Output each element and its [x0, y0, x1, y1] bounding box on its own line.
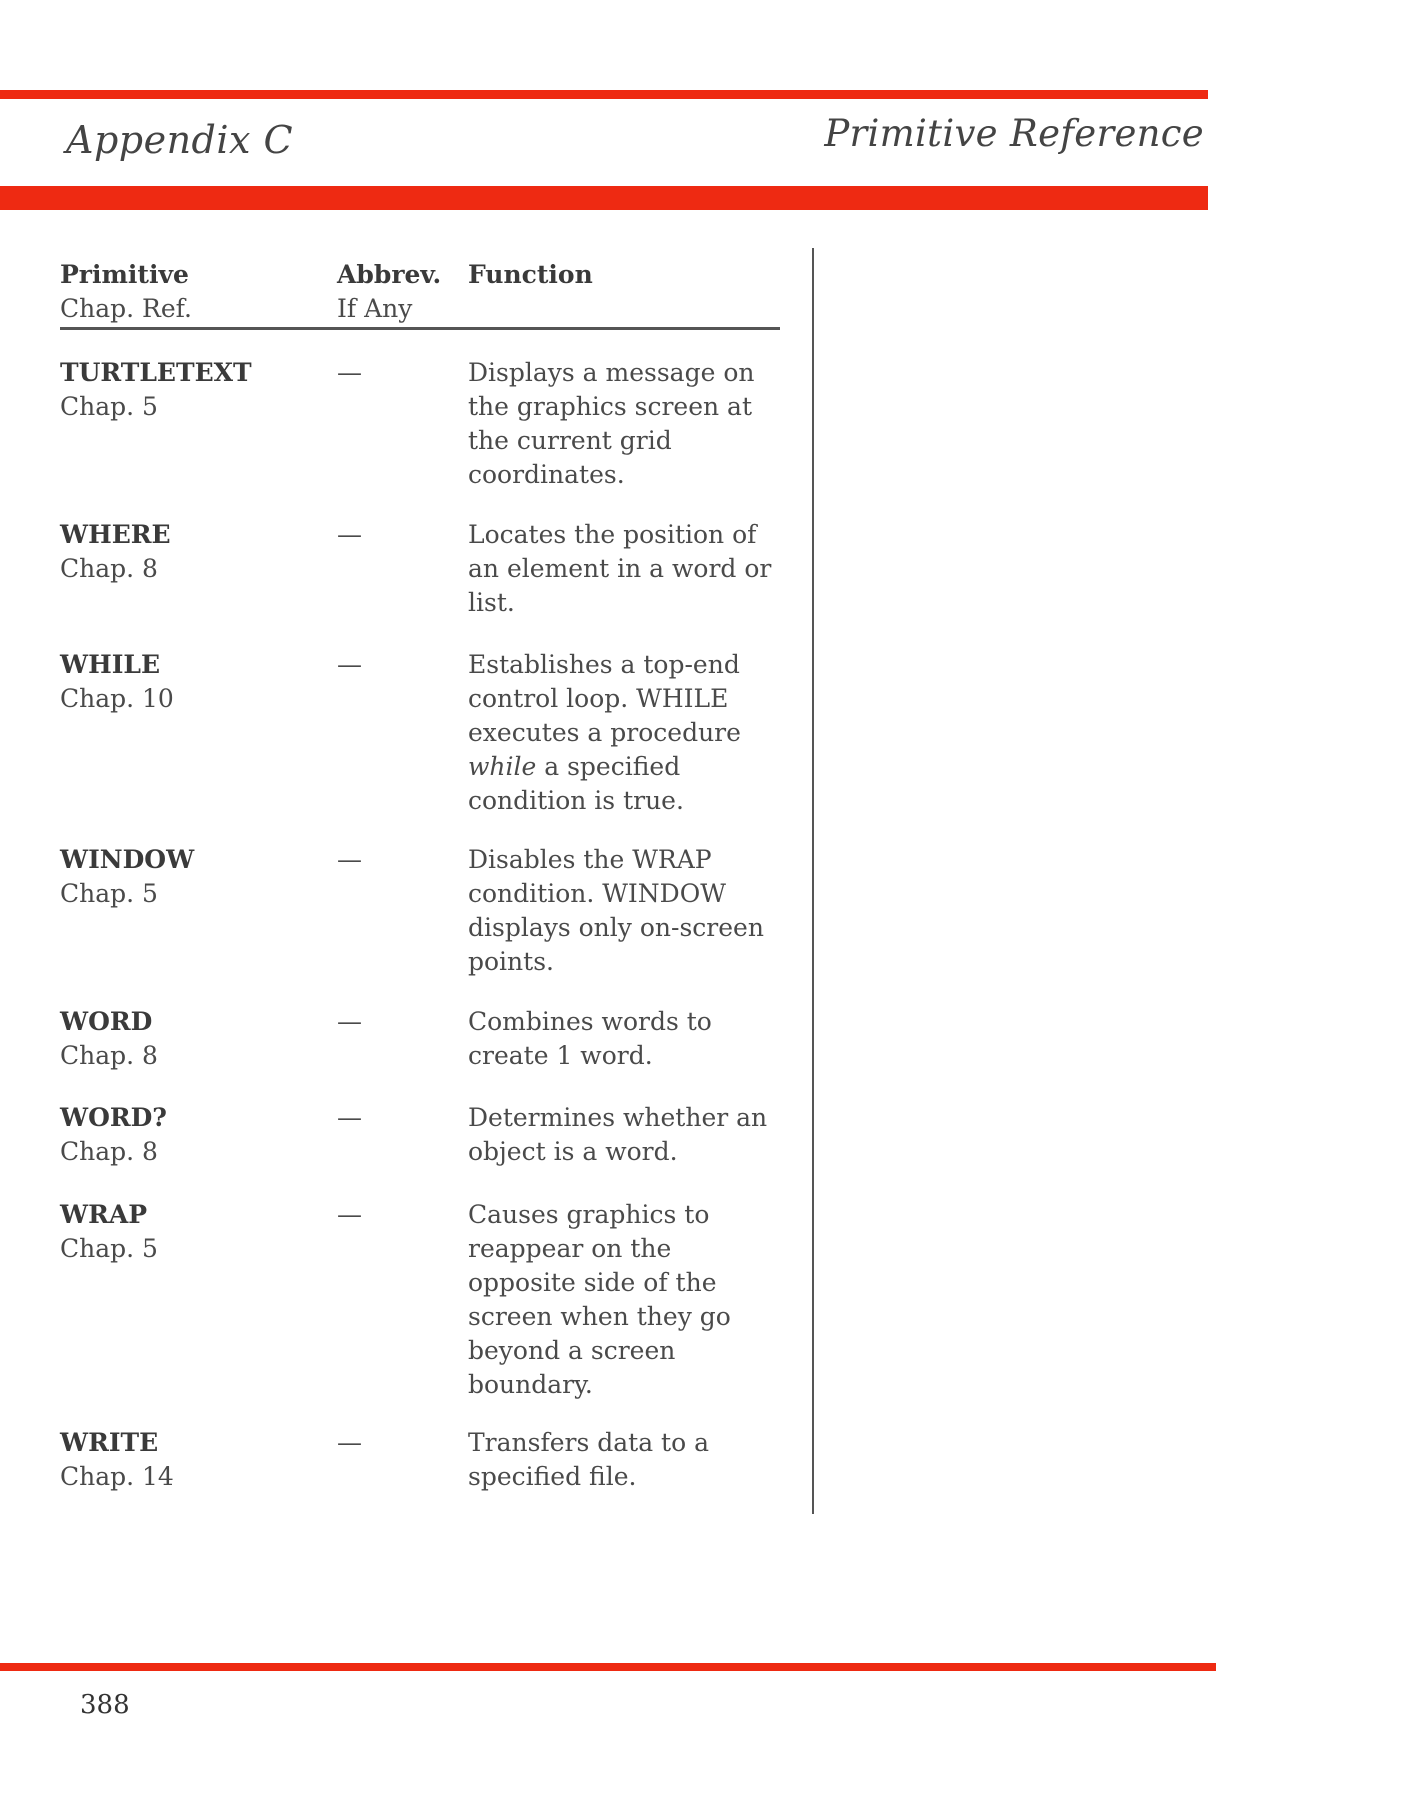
col-header-primitive: Primitive [60, 260, 189, 289]
function-line: Establishes a top-end [468, 650, 740, 679]
table-header [60, 258, 780, 330]
function-line: Causes graphics to [468, 1200, 710, 1229]
chapter-ref: Chap. 8 [60, 554, 158, 583]
emphasis-while: while [468, 752, 537, 781]
function-line: coordinates. [468, 460, 625, 489]
function-line-italic-lead: while a specified [468, 752, 681, 781]
column-divider [812, 248, 814, 1514]
running-header-right: Primitive Reference [824, 112, 1204, 155]
col-header-function: Function [468, 260, 593, 289]
function-line: reappear on the [468, 1234, 672, 1263]
function-line: screen when they go [468, 1302, 731, 1331]
header-underline [60, 327, 780, 330]
col-header-ifany: If Any [337, 294, 413, 323]
function-line: an element in a word or [468, 554, 772, 583]
function-line: executes a procedure [468, 718, 741, 747]
function-line: Combines words to [468, 1007, 712, 1036]
col-header-chapref: Chap. Ref. [60, 294, 192, 323]
function-line: object is a word. [468, 1137, 678, 1166]
chapter-ref: Chap. 14 [60, 1462, 174, 1491]
primitive-name: TURTLETEXT [60, 358, 252, 387]
abbrev-value: — [337, 358, 362, 387]
abbrev-value: — [337, 1200, 362, 1229]
function-line: specified file. [468, 1462, 637, 1491]
page-number: 388 [80, 1690, 130, 1720]
header-red-band [0, 186, 1208, 210]
function-line: condition. WINDOW [468, 879, 726, 908]
function-line: the graphics screen at [468, 392, 752, 421]
running-header-left: Appendix C [66, 118, 294, 162]
primitive-name: WRAP [60, 1200, 148, 1229]
function-line: control loop. WHILE [468, 684, 729, 713]
abbrev-value: — [337, 1007, 362, 1036]
chapter-ref: Chap. 8 [60, 1137, 158, 1166]
primitive-name: WHILE [60, 650, 161, 679]
function-line: the current grid [468, 426, 672, 455]
chapter-ref: Chap. 10 [60, 684, 174, 713]
col-header-abbrev: Abbrev. [337, 260, 442, 289]
abbrev-value: — [337, 650, 362, 679]
function-line: Determines whether an [468, 1103, 768, 1132]
bottom-red-rule [0, 1663, 1216, 1671]
function-line: points. [468, 947, 554, 976]
chapter-ref: Chap. 8 [60, 1041, 158, 1070]
function-line: boundary. [468, 1370, 593, 1399]
function-line: Locates the position of [468, 520, 757, 549]
chapter-ref: Chap. 5 [60, 392, 158, 421]
function-line: displays only on-screen [468, 913, 764, 942]
function-line: opposite side of the [468, 1268, 717, 1297]
function-line: Disables the WRAP [468, 845, 712, 874]
primitive-name: WHERE [60, 520, 171, 549]
primitive-name: WORD? [60, 1103, 167, 1132]
function-line: beyond a screen [468, 1336, 676, 1365]
abbrev-value: — [337, 520, 362, 549]
function-line: condition is true. [468, 786, 684, 815]
primitive-name: WINDOW [60, 845, 195, 874]
abbrev-value: — [337, 845, 362, 874]
chapter-ref: Chap. 5 [60, 879, 158, 908]
top-red-rule [0, 90, 1208, 99]
primitive-name: WORD [60, 1007, 153, 1036]
abbrev-value: — [337, 1428, 362, 1457]
function-line: list. [468, 588, 515, 617]
abbrev-value: — [337, 1103, 362, 1132]
primitive-name: WRITE [60, 1428, 159, 1457]
function-line: Transfers data to a [468, 1428, 709, 1457]
function-line: create 1 word. [468, 1041, 653, 1070]
chapter-ref: Chap. 5 [60, 1234, 158, 1263]
function-line: Displays a message on [468, 358, 755, 387]
